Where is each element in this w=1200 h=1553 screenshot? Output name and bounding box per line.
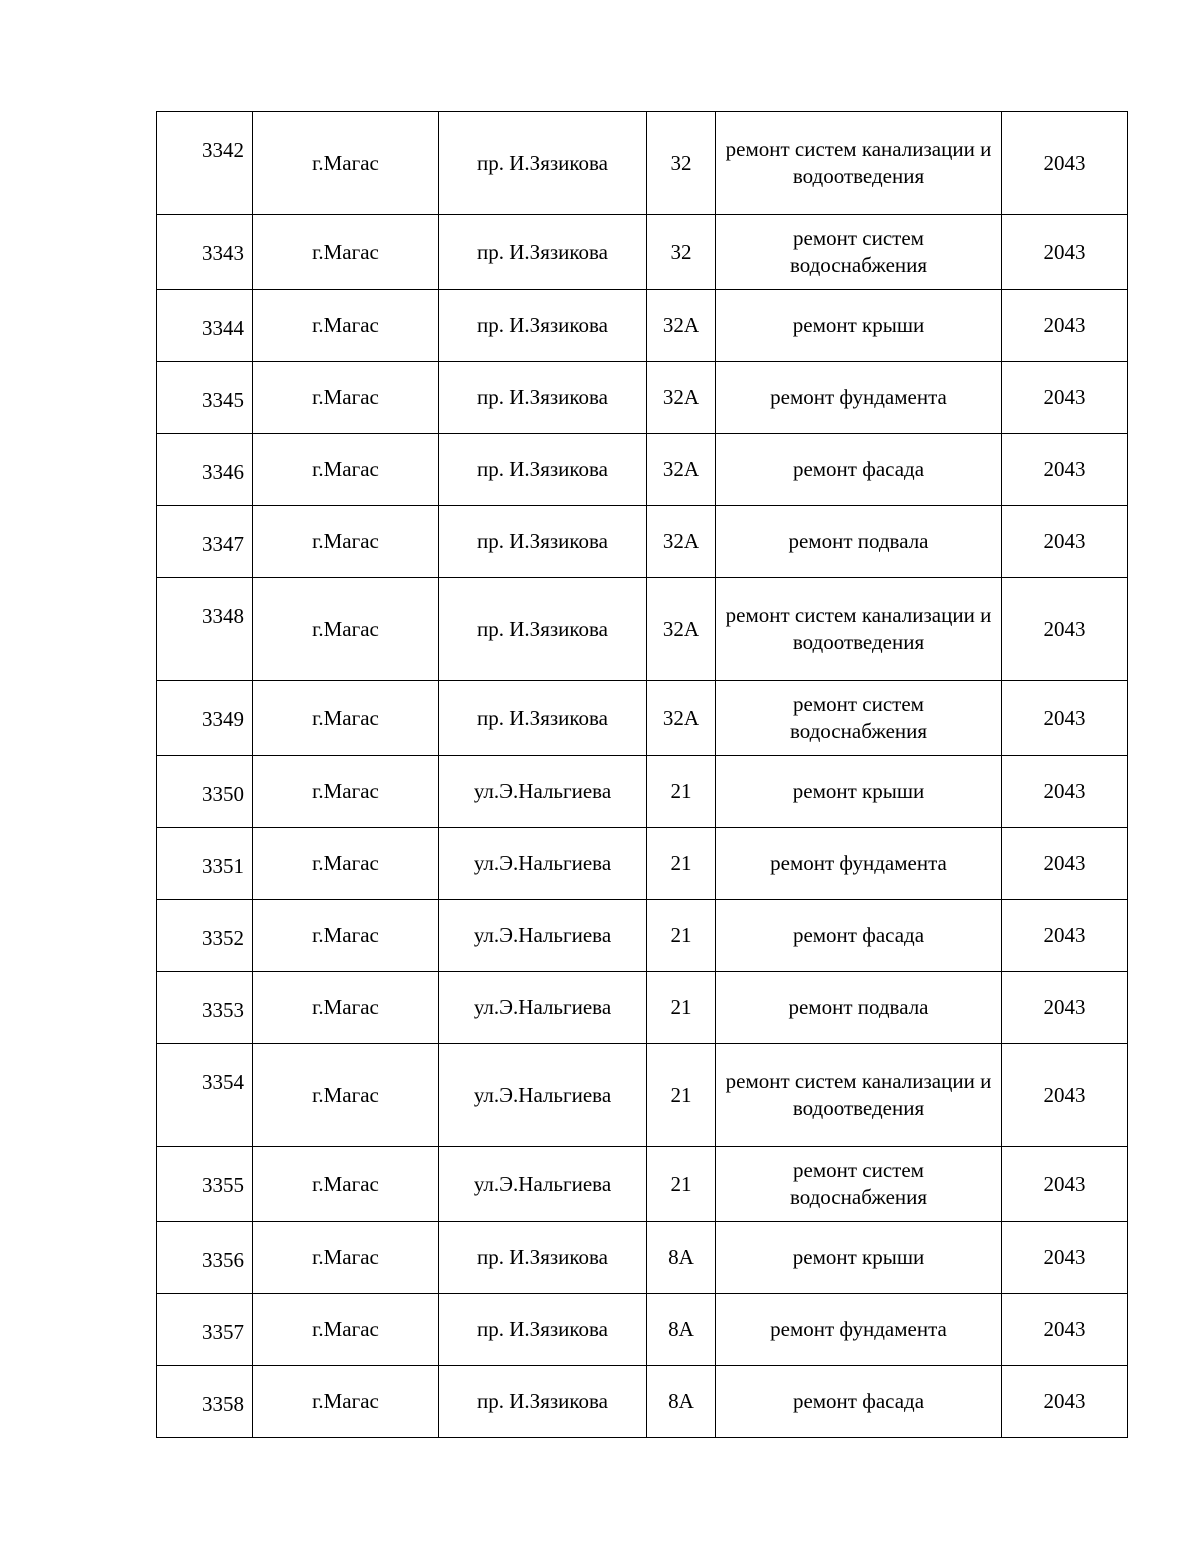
work-type-cell: ремонт крыши bbox=[716, 290, 1002, 362]
house-cell: 8А bbox=[647, 1222, 716, 1294]
work-type-cell: ремонт фасада bbox=[716, 1366, 1002, 1438]
house-cell: 21 bbox=[647, 828, 716, 900]
year-cell: 2043 bbox=[1002, 112, 1128, 215]
city-cell: г.Магас bbox=[253, 756, 439, 828]
year-cell: 2043 bbox=[1002, 1147, 1128, 1222]
street-cell: пр. И.Зязикова bbox=[439, 681, 647, 756]
work-type-cell: ремонт фундамента bbox=[716, 828, 1002, 900]
year-cell: 2043 bbox=[1002, 1294, 1128, 1366]
year-cell: 2043 bbox=[1002, 1366, 1128, 1438]
row-number: 3350 bbox=[157, 756, 253, 828]
house-cell: 32А bbox=[647, 362, 716, 434]
work-type-cell: ремонт крыши bbox=[716, 1222, 1002, 1294]
house-cell: 32 bbox=[647, 215, 716, 290]
row-number: 3347 bbox=[157, 506, 253, 578]
work-type-cell: ремонт фундамента bbox=[716, 1294, 1002, 1366]
street-cell: пр. И.Зязикова bbox=[439, 112, 647, 215]
year-cell: 2043 bbox=[1002, 1222, 1128, 1294]
year-cell: 2043 bbox=[1002, 362, 1128, 434]
row-number: 3343 bbox=[157, 215, 253, 290]
row-number: 3342 bbox=[157, 112, 253, 215]
work-type-cell: ремонт систем канализации и водоотведения bbox=[716, 578, 1002, 681]
house-cell: 8А bbox=[647, 1366, 716, 1438]
city-cell: г.Магас bbox=[253, 1222, 439, 1294]
city-cell: г.Магас bbox=[253, 215, 439, 290]
row-number: 3353 bbox=[157, 972, 253, 1044]
house-cell: 32 bbox=[647, 112, 716, 215]
house-cell: 21 bbox=[647, 1044, 716, 1147]
city-cell: г.Магас bbox=[253, 900, 439, 972]
work-type-cell: ремонт систем водоснабжения bbox=[716, 681, 1002, 756]
city-cell: г.Магас bbox=[253, 506, 439, 578]
house-cell: 21 bbox=[647, 900, 716, 972]
row-number: 3354 bbox=[157, 1044, 253, 1147]
row-number: 3357 bbox=[157, 1294, 253, 1366]
work-type-cell: ремонт крыши bbox=[716, 756, 1002, 828]
year-cell: 2043 bbox=[1002, 578, 1128, 681]
table-row bbox=[157, 681, 1128, 756]
row-number: 3344 bbox=[157, 290, 253, 362]
work-type-cell: ремонт подвала bbox=[716, 506, 1002, 578]
street-cell: ул.Э.Нальгиева bbox=[439, 900, 647, 972]
table-row bbox=[157, 756, 1128, 828]
table-row bbox=[157, 112, 1128, 215]
table-row bbox=[157, 506, 1128, 578]
street-cell: пр. И.Зязикова bbox=[439, 506, 647, 578]
row-number: 3356 bbox=[157, 1222, 253, 1294]
row-number: 3346 bbox=[157, 434, 253, 506]
work-type-cell: ремонт подвала bbox=[716, 972, 1002, 1044]
city-cell: г.Магас bbox=[253, 828, 439, 900]
city-cell: г.Магас bbox=[253, 1147, 439, 1222]
repair-schedule-table bbox=[156, 111, 1128, 1438]
year-cell: 2043 bbox=[1002, 828, 1128, 900]
street-cell: ул.Э.Нальгиева bbox=[439, 1044, 647, 1147]
street-cell: пр. И.Зязикова bbox=[439, 215, 647, 290]
year-cell: 2043 bbox=[1002, 215, 1128, 290]
work-type-cell: ремонт систем водоснабжения bbox=[716, 1147, 1002, 1222]
city-cell: г.Магас bbox=[253, 290, 439, 362]
table-row bbox=[157, 578, 1128, 681]
street-cell: пр. И.Зязикова bbox=[439, 362, 647, 434]
house-cell: 21 bbox=[647, 756, 716, 828]
street-cell: ул.Э.Нальгиева bbox=[439, 828, 647, 900]
street-cell: пр. И.Зязикова bbox=[439, 290, 647, 362]
work-type-cell: ремонт систем водоснабжения bbox=[716, 215, 1002, 290]
house-cell: 32А bbox=[647, 506, 716, 578]
year-cell: 2043 bbox=[1002, 434, 1128, 506]
row-number: 3349 bbox=[157, 681, 253, 756]
street-cell: пр. И.Зязикова bbox=[439, 1294, 647, 1366]
row-number: 3348 bbox=[157, 578, 253, 681]
year-cell: 2043 bbox=[1002, 681, 1128, 756]
house-cell: 8А bbox=[647, 1294, 716, 1366]
table-row bbox=[157, 1222, 1128, 1294]
year-cell: 2043 bbox=[1002, 1044, 1128, 1147]
table-row bbox=[157, 290, 1128, 362]
house-cell: 32А bbox=[647, 578, 716, 681]
street-cell: ул.Э.Нальгиева bbox=[439, 1147, 647, 1222]
street-cell: пр. И.Зязикова bbox=[439, 578, 647, 681]
city-cell: г.Магас bbox=[253, 434, 439, 506]
table-row bbox=[157, 215, 1128, 290]
table-row bbox=[157, 362, 1128, 434]
city-cell: г.Магас bbox=[253, 1366, 439, 1438]
year-cell: 2043 bbox=[1002, 506, 1128, 578]
work-type-cell: ремонт фундамента bbox=[716, 362, 1002, 434]
street-cell: пр. И.Зязикова bbox=[439, 434, 647, 506]
year-cell: 2043 bbox=[1002, 900, 1128, 972]
city-cell: г.Магас bbox=[253, 362, 439, 434]
city-cell: г.Магас bbox=[253, 1044, 439, 1147]
year-cell: 2043 bbox=[1002, 756, 1128, 828]
table-row bbox=[157, 1044, 1128, 1147]
street-cell: ул.Э.Нальгиева bbox=[439, 972, 647, 1044]
row-number: 3352 bbox=[157, 900, 253, 972]
row-number: 3358 bbox=[157, 1366, 253, 1438]
street-cell: ул.Э.Нальгиева bbox=[439, 756, 647, 828]
row-number: 3345 bbox=[157, 362, 253, 434]
house-cell: 32А bbox=[647, 434, 716, 506]
work-type-cell: ремонт систем канализации и водоотведения bbox=[716, 1044, 1002, 1147]
house-cell: 21 bbox=[647, 1147, 716, 1222]
city-cell: г.Магас bbox=[253, 112, 439, 215]
table-row bbox=[157, 972, 1128, 1044]
house-cell: 21 bbox=[647, 972, 716, 1044]
work-type-cell: ремонт систем канализации и водоотведения bbox=[716, 112, 1002, 215]
work-type-cell: ремонт фасада bbox=[716, 900, 1002, 972]
city-cell: г.Магас bbox=[253, 578, 439, 681]
year-cell: 2043 bbox=[1002, 972, 1128, 1044]
table-row bbox=[157, 828, 1128, 900]
table-row bbox=[157, 434, 1128, 506]
table-row bbox=[157, 1366, 1128, 1438]
city-cell: г.Магас bbox=[253, 972, 439, 1044]
row-number: 3351 bbox=[157, 828, 253, 900]
city-cell: г.Магас bbox=[253, 681, 439, 756]
street-cell: пр. И.Зязикова bbox=[439, 1366, 647, 1438]
city-cell: г.Магас bbox=[253, 1294, 439, 1366]
house-cell: 32А bbox=[647, 290, 716, 362]
table-row bbox=[157, 1147, 1128, 1222]
row-number: 3355 bbox=[157, 1147, 253, 1222]
table-row bbox=[157, 900, 1128, 972]
street-cell: пр. И.Зязикова bbox=[439, 1222, 647, 1294]
year-cell: 2043 bbox=[1002, 290, 1128, 362]
house-cell: 32А bbox=[647, 681, 716, 756]
table-row bbox=[157, 1294, 1128, 1366]
work-type-cell: ремонт фасада bbox=[716, 434, 1002, 506]
